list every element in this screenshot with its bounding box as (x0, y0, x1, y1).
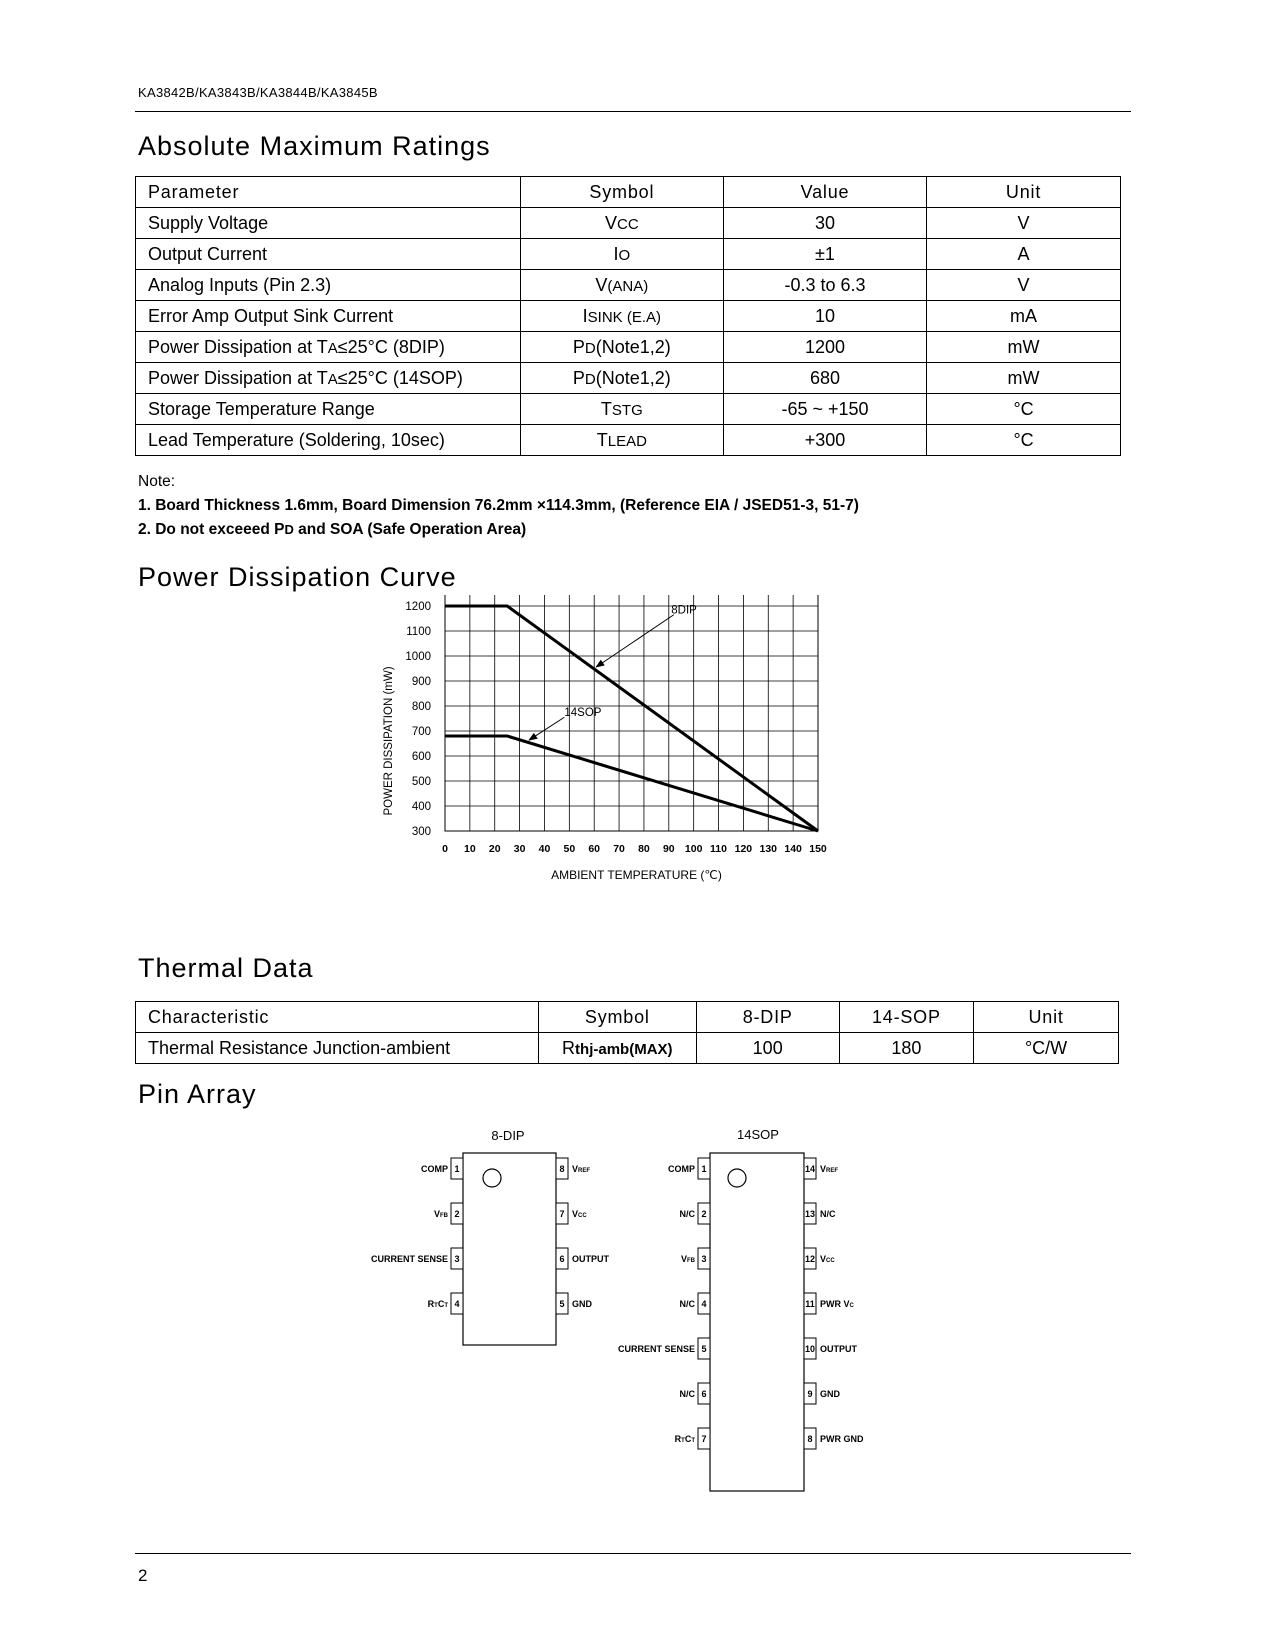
pin-label: COMP (668, 1164, 695, 1174)
unit-cell: mA (927, 301, 1121, 332)
col-header: Unit (974, 1002, 1119, 1033)
pin-number: 1 (454, 1164, 460, 1174)
pin-2 (434, 1203, 463, 1224)
thermal-header-row (136, 1002, 1119, 1033)
pin-number: 12 (804, 1254, 816, 1264)
pin-number: 7 (559, 1209, 565, 1219)
pin-label: GND (572, 1299, 592, 1309)
header-rule (135, 111, 1131, 112)
pin-label: RTCT (427, 1299, 448, 1309)
x-tick-label: 100 (684, 843, 703, 855)
pin-number: 2 (454, 1209, 460, 1219)
page-number: 2 (138, 1566, 148, 1585)
unit-cell: V (927, 208, 1121, 239)
param-cell: Power Dissipation at TA≤25°C (8DIP) (136, 332, 521, 363)
table-row (136, 1033, 1119, 1064)
symbol-cell: V(ANA) (520, 270, 723, 301)
x-tick-label: 60 (588, 843, 601, 855)
pin-label: PWR VC (820, 1299, 854, 1309)
y-tick-label: 300 (411, 826, 431, 838)
y-tick-label: 400 (411, 801, 431, 813)
x-tick-label: 80 (638, 843, 650, 855)
chart-series (445, 606, 818, 831)
pin-label: VREF (572, 1164, 591, 1174)
pin-number: 6 (559, 1254, 565, 1264)
pin-label: N/C (679, 1389, 695, 1399)
pin-5 (556, 1293, 593, 1314)
pin-number: 9 (807, 1389, 813, 1399)
pin-number: 11 (805, 1299, 815, 1309)
pin-number: 8 (807, 1434, 813, 1444)
pin-8 (804, 1428, 864, 1449)
pin-number: 3 (701, 1254, 707, 1264)
pin-8 (556, 1158, 590, 1179)
y-tick-label: 800 (411, 701, 431, 713)
col-header: Parameter (136, 177, 521, 208)
x-axis-label: AMBIENT TEMPERATURE (℃) (551, 868, 722, 882)
unit-cell: mW (927, 332, 1121, 363)
symbol-cell: PD(Note1,2) (520, 332, 723, 363)
pin-13 (804, 1203, 836, 1224)
value-cell: -65 ~ +150 (723, 394, 926, 425)
power-dissipation-chart (380, 595, 900, 940)
dip-package-body (463, 1153, 556, 1345)
sop-pin1-marker (728, 1169, 746, 1187)
pin-12 (804, 1248, 835, 1269)
power-curve-title: Power Dissipation Curve (138, 562, 457, 592)
x-tick-label: 50 (563, 843, 576, 855)
col-header: 14-SOP (839, 1002, 974, 1033)
value-cell: 1200 (723, 332, 926, 363)
pin-number: 13 (804, 1209, 816, 1219)
param-cell: Analog Inputs (Pin 2.3) (136, 270, 521, 301)
pin-array-title: Pin Array (138, 1079, 257, 1109)
table-row (136, 332, 1121, 363)
param-cell: Supply Voltage (136, 208, 521, 239)
x-tick-label: 90 (662, 843, 675, 855)
value-cell: 680 (723, 363, 926, 394)
pin-label: N/C (679, 1209, 695, 1219)
dip-pin1-marker (483, 1169, 501, 1187)
col-header: Characteristic (136, 1002, 539, 1033)
pin-number: 5 (701, 1344, 707, 1354)
x-tick-label: 150 (809, 843, 827, 855)
col-header: Value (723, 177, 926, 208)
value-cell: +300 (723, 425, 926, 456)
value-cell: 30 (723, 208, 926, 239)
pin-7 (556, 1203, 587, 1224)
pin-2 (680, 1203, 711, 1224)
pin-label: GND (820, 1389, 840, 1399)
pin-number: 10 (804, 1344, 816, 1354)
pin-number: 14 (804, 1164, 816, 1174)
pin-number: 1 (701, 1164, 707, 1174)
pin-6 (680, 1383, 711, 1404)
abs-max-header-row (136, 177, 1121, 208)
series-line-8dip (445, 606, 818, 831)
unit-cell: °C/W (974, 1033, 1119, 1064)
table-row (136, 239, 1121, 270)
x-tick-label: 20 (488, 843, 501, 855)
value-cell: ±1 (723, 239, 926, 270)
pin-4 (680, 1293, 711, 1314)
value-cell: 10 (723, 301, 926, 332)
chart-ticks (405, 601, 827, 855)
pin-3 (681, 1248, 710, 1269)
param-cell: Error Amp Output Sink Current (136, 301, 521, 332)
series-label-8dip: 8DIP (671, 604, 697, 617)
col-header: Symbol (520, 177, 723, 208)
footer-rule (135, 1553, 1131, 1554)
unit-cell: °C (927, 425, 1121, 456)
pin-11 (804, 1293, 855, 1314)
pin-number: 3 (454, 1254, 460, 1264)
value-cell: -0.3 to 6.3 (723, 270, 926, 301)
y-tick-label: 1000 (405, 651, 431, 663)
param-cell: Lead Temperature (Soldering, 10sec) (136, 425, 521, 456)
plot-frame (445, 595, 818, 831)
symbol-cell: Rthj-amb(MAX) (538, 1033, 696, 1064)
y-tick-label: 600 (411, 751, 431, 763)
table-row (136, 301, 1121, 332)
symbol-cell: IO (520, 239, 723, 270)
pin-label: VCC (572, 1209, 587, 1219)
note-1: 1. Board Thickness 1.6mm, Board Dimension 76.2mm ×114.3mm, (Reference EIA / JSED51-3, 51-7) (138, 497, 859, 514)
pin-4 (428, 1293, 463, 1314)
char-cell: Thermal Resistance Junction-ambient (136, 1033, 539, 1064)
chart-grid (445, 595, 818, 831)
pin-number: 4 (701, 1299, 707, 1309)
pin-number: 6 (701, 1389, 707, 1399)
param-cell: Storage Temperature Range (136, 394, 521, 425)
table-row (136, 363, 1121, 394)
note-2: 2. Do not exceeed PD and SOA (Safe Operation Area) (138, 521, 527, 538)
series-line-14sop (445, 736, 818, 831)
y-tick-label: 1200 (405, 601, 431, 613)
y-tick-label: 500 (411, 776, 431, 788)
x-tick-label: 140 (784, 843, 802, 855)
param-cell: Output Current (136, 239, 521, 270)
pin-number: 4 (454, 1299, 460, 1309)
value-cell: 100 (696, 1033, 839, 1064)
symbol-cell: VCC (520, 208, 723, 239)
pin-6 (556, 1248, 610, 1269)
abs-max-title: Absolute Maximum Ratings (138, 131, 491, 161)
unit-cell: mW (927, 363, 1121, 394)
symbol-cell: TSTG (520, 394, 723, 425)
unit-cell: °C (927, 394, 1121, 425)
sop-package-label: 14SOP (737, 1127, 779, 1142)
param-cell: Power Dissipation at TA≤25°C (14SOP) (136, 363, 521, 394)
note-title: Note: (138, 473, 176, 490)
thermal-title: Thermal Data (138, 953, 314, 983)
y-tick-label: 700 (411, 726, 431, 738)
x-tick-label: 110 (710, 843, 728, 855)
symbol-cell: TLEAD (520, 425, 723, 456)
symbol-cell: ISINK (E.A) (520, 301, 723, 332)
y-tick-label: 1100 (406, 626, 431, 638)
y-axis-label: POWER DISSIPATION (mW) (383, 666, 395, 816)
pin-label: PWR GND (820, 1434, 864, 1444)
header-title: KA3842B/KA3843B/KA3844B/KA3845B (138, 85, 378, 100)
pin-label: OUTPUT (572, 1254, 609, 1264)
pin-label: RTCT (674, 1434, 695, 1444)
pin-label: CURRENT SENSE (370, 1254, 448, 1264)
col-header: Symbol (538, 1002, 696, 1033)
pin-label: VFB (680, 1254, 695, 1264)
x-tick-label: 0 (442, 843, 448, 855)
pin-label: VCC (820, 1254, 835, 1264)
col-header: 8-DIP (696, 1002, 839, 1033)
pin-label: COMP (421, 1164, 448, 1174)
arrow-8dip (596, 615, 674, 667)
pin-1 (668, 1158, 710, 1179)
x-tick-label: 130 (759, 843, 778, 855)
x-tick-label: 70 (613, 843, 625, 855)
value-cell: 180 (839, 1033, 974, 1064)
pin-number: 5 (559, 1299, 565, 1309)
pin-label: CURRENT SENSE (617, 1344, 695, 1354)
x-tick-label: 120 (734, 843, 753, 855)
chart-annotations (529, 605, 697, 741)
pins-layer (371, 1158, 864, 1449)
pin-9 (804, 1383, 841, 1404)
pin-array-diagram (360, 1120, 920, 1505)
abs-max-table (135, 176, 1121, 456)
pin-1 (421, 1158, 463, 1179)
pin-10 (804, 1338, 858, 1359)
pin-number: 7 (701, 1434, 707, 1444)
pin-7 (675, 1428, 710, 1449)
pin-label: N/C (679, 1299, 695, 1309)
pin-5 (618, 1338, 710, 1359)
y-tick-label: 900 (411, 676, 431, 688)
pin-number: 8 (559, 1164, 565, 1174)
pin-label: OUTPUT (820, 1344, 857, 1354)
x-tick-label: 30 (513, 843, 526, 855)
table-row (136, 425, 1121, 456)
symbol-cell: PD(Note1,2) (520, 363, 723, 394)
pin-number: 2 (701, 1209, 707, 1219)
pin-label: N/C (820, 1209, 836, 1219)
pin-label: VREF (820, 1164, 839, 1174)
col-header: Unit (927, 177, 1121, 208)
arrow-14sop (529, 717, 564, 740)
pin-14 (804, 1158, 838, 1179)
x-tick-label: 10 (464, 843, 476, 855)
table-row (136, 394, 1121, 425)
series-label-14sop: 14SOP (564, 707, 602, 719)
x-tick-label: 40 (538, 843, 551, 855)
unit-cell: V (927, 270, 1121, 301)
unit-cell: A (927, 239, 1121, 270)
table-row (136, 208, 1121, 239)
dip-package-label: 8-DIP (491, 1128, 525, 1143)
sop-package-body (710, 1153, 804, 1491)
pin-3 (371, 1248, 463, 1269)
pin-label: VFB (433, 1209, 448, 1219)
thermal-table (135, 1001, 1119, 1064)
table-row (136, 270, 1121, 301)
